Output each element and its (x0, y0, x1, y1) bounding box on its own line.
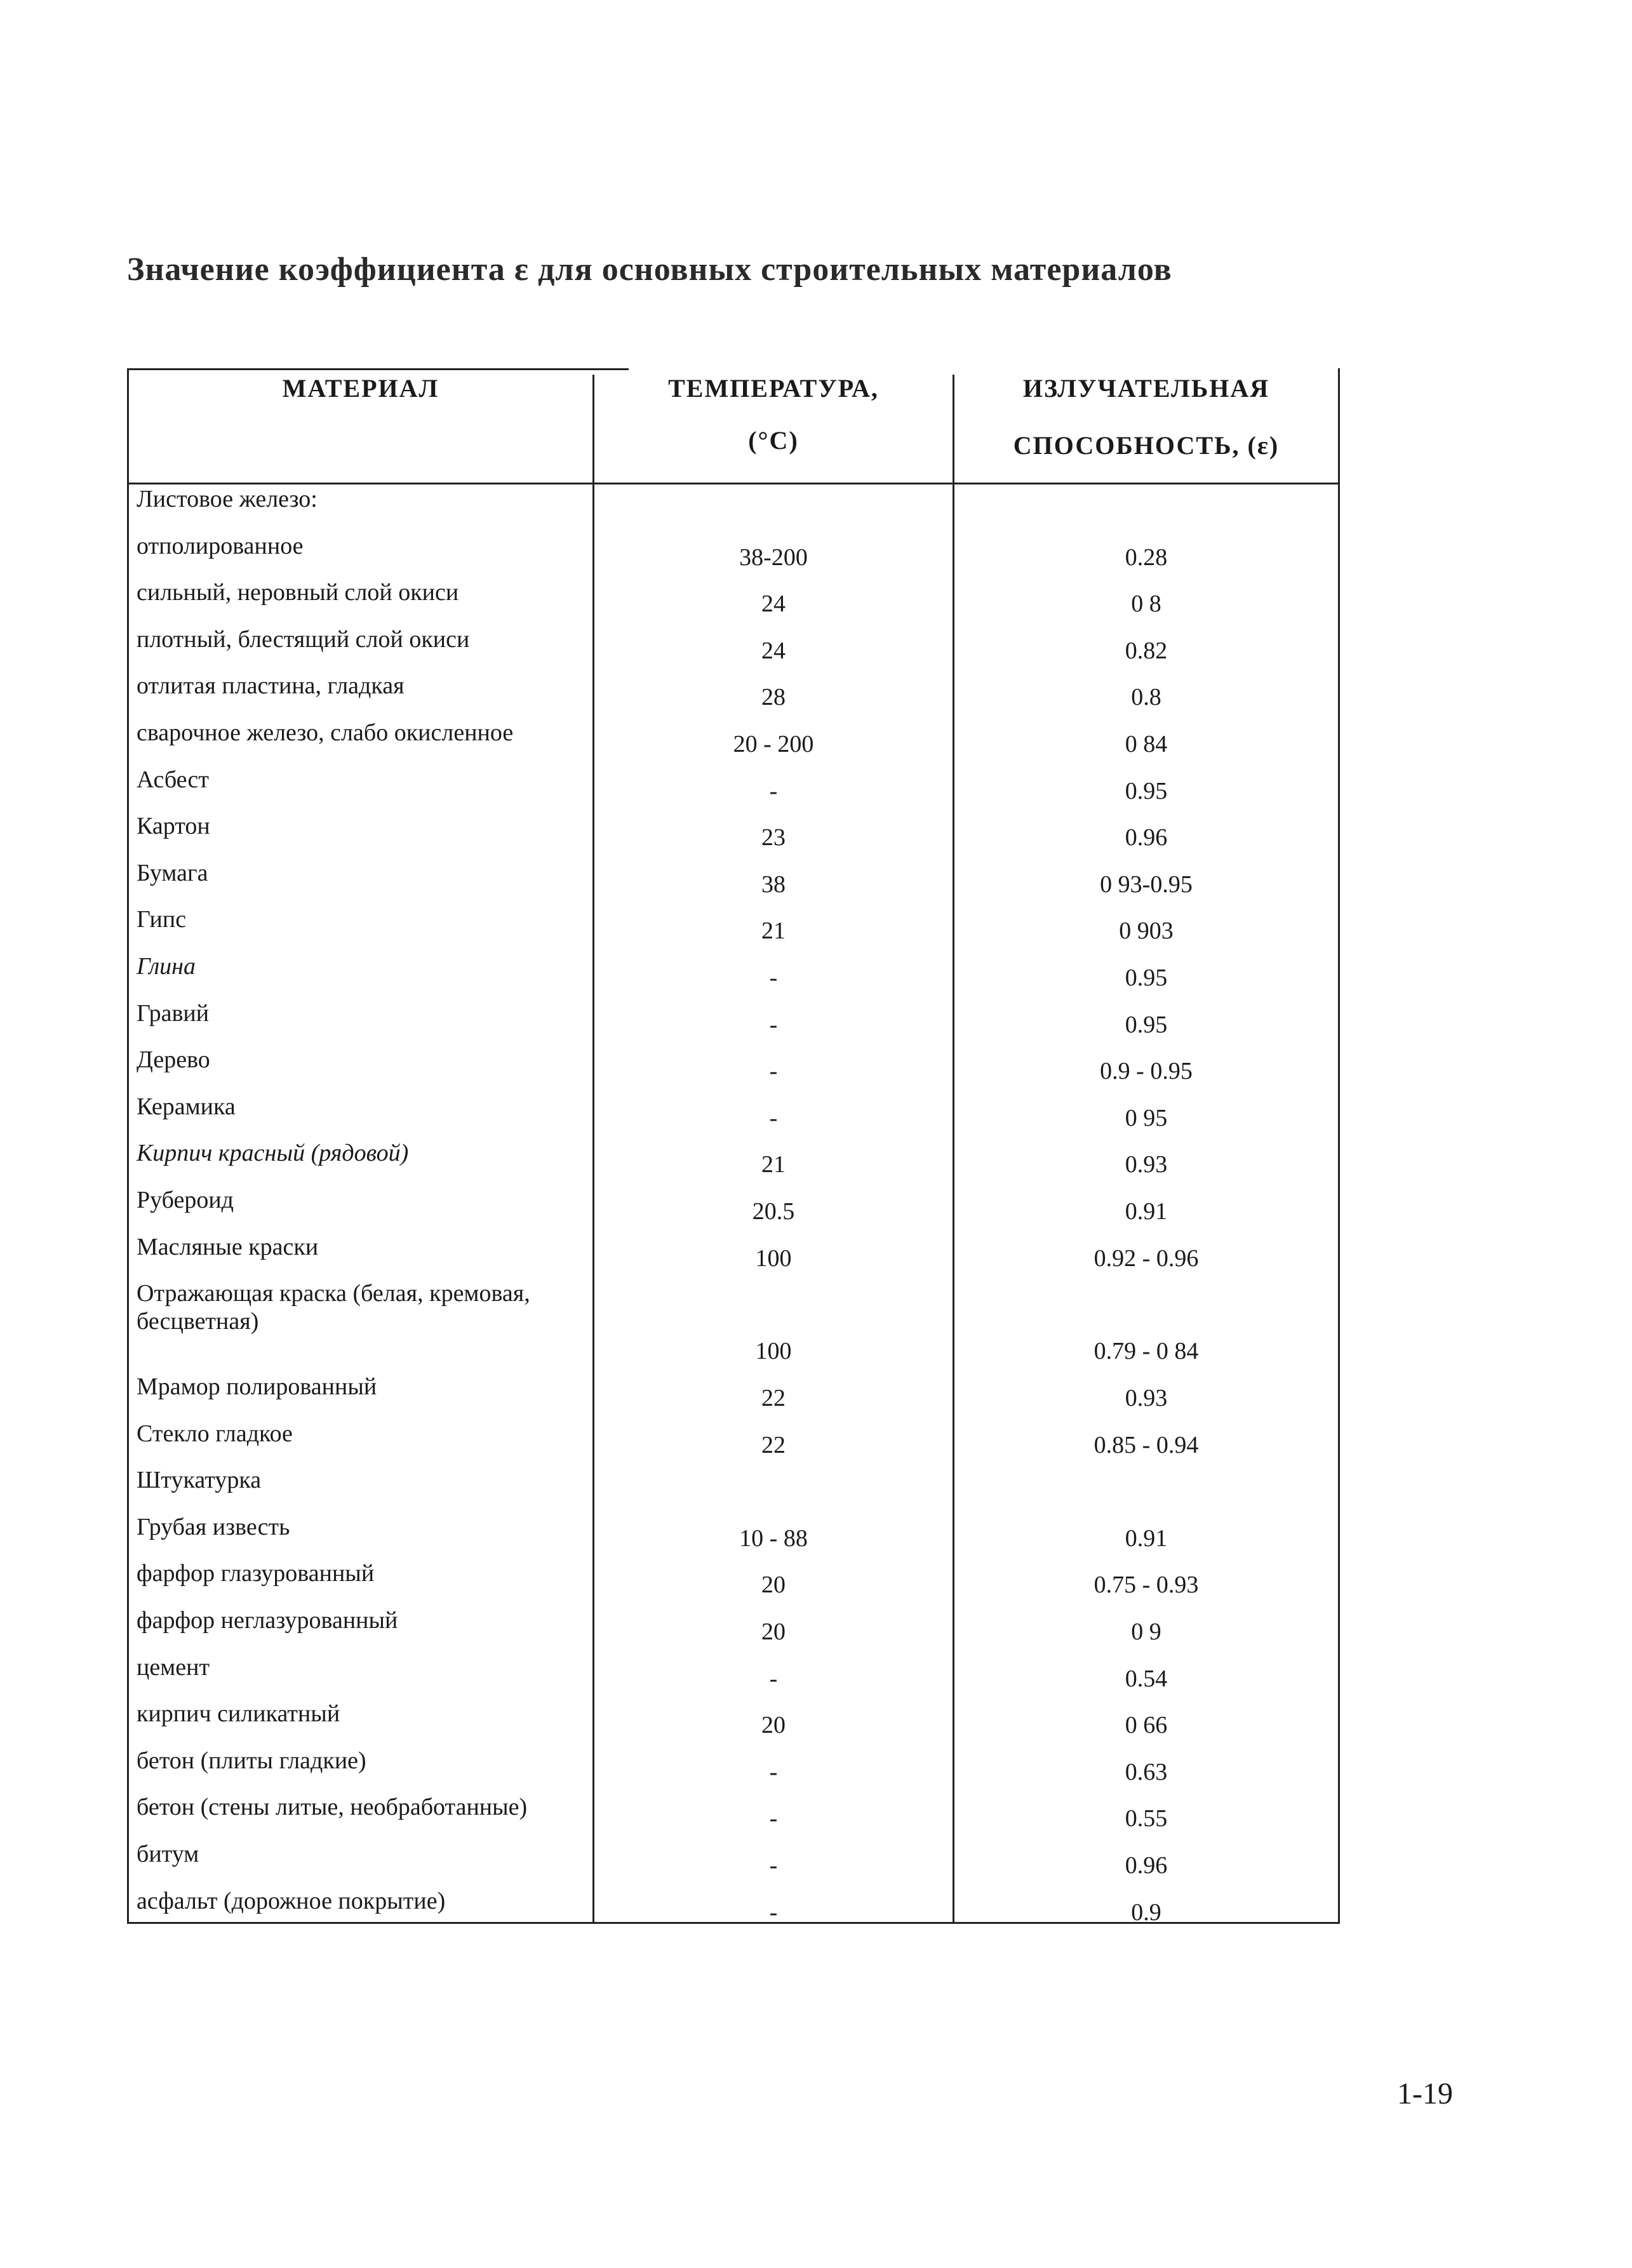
emissivity-cell: 0.8 (1131, 684, 1161, 711)
table-row (129, 669, 1338, 716)
material-cell: Дерево (137, 1046, 210, 1074)
table-row (129, 1043, 1338, 1090)
table-row (129, 1884, 1338, 1931)
table-row (129, 903, 1338, 950)
emissivity-cell: 0 84 (1125, 730, 1168, 757)
table-row (129, 810, 1338, 857)
temperature-cell: - (769, 1898, 778, 1926)
emissivity-cell: 0 8 (1131, 590, 1161, 618)
material-cell: Грубая известь (137, 1513, 290, 1540)
emissivity-cell: 0.75 - 0.93 (1094, 1571, 1199, 1599)
material-cell: Стекло гладкое (137, 1420, 293, 1447)
temperature-cell: - (769, 1758, 778, 1785)
temperature-cell: 21 (761, 1151, 786, 1178)
table-row (129, 1557, 1338, 1604)
emissivity-cell: 0.85 - 0.94 (1094, 1431, 1199, 1458)
temperature-cell: 22 (761, 1385, 786, 1412)
table-row (129, 1090, 1338, 1137)
table-row (129, 1277, 1338, 1370)
material-cell: кирпич силикатный (137, 1700, 340, 1728)
material-cell: отлитая пластина, гладкая (137, 672, 405, 700)
temperature-cell: 28 (761, 684, 786, 711)
temperature-cell: - (769, 1104, 778, 1131)
material-cell: битум (137, 1841, 199, 1868)
table-row (129, 1604, 1338, 1651)
temperature-cell: 20 (761, 1618, 786, 1646)
material-cell: Асбест (137, 766, 209, 793)
emissivity-cell: 0.96 (1125, 824, 1168, 851)
temperature-cell: - (769, 964, 778, 991)
temperature-cell: - (769, 1852, 778, 1879)
material-cell: Глина (137, 952, 196, 980)
material-cell: бетон (плиты гладкие) (137, 1747, 366, 1774)
header-emissivity-sub: СПОСОБНОСТЬ, (ε) (1013, 431, 1280, 460)
table-row (129, 1838, 1338, 1884)
header-emissivity: ИЗЛУЧАТЕЛЬНАЯ (1022, 374, 1270, 403)
material-cell: Гравий (137, 999, 210, 1027)
material-cell: фарфор глазурованный (137, 1560, 375, 1587)
temperature-cell: 22 (761, 1431, 786, 1458)
emissivity-cell: 0.95 (1125, 1011, 1168, 1038)
temperature-cell: 20 - 200 (733, 730, 814, 757)
material-cell: Масляные краски (137, 1233, 319, 1260)
temperature-cell: 20 (761, 1571, 786, 1599)
temperature-cell: - (769, 1011, 778, 1038)
emissivity-cell: 0.93 (1125, 1151, 1168, 1178)
material-cell: Листовое железо: (137, 486, 318, 512)
table-row (129, 623, 1338, 670)
temperature-cell: 10 - 88 (739, 1524, 808, 1552)
material-cell: отполированное (137, 532, 304, 559)
material-cell: Картон (137, 813, 210, 840)
emissivity-cell: 0.92 - 0.96 (1094, 1244, 1199, 1272)
temperature-cell: 100 (755, 1338, 792, 1365)
material-cell: бетон (стены литые, необработанные) (137, 1794, 528, 1821)
temperature-cell: 20 (761, 1712, 786, 1739)
emissivity-cell: 0.96 (1125, 1852, 1168, 1879)
table-row (129, 1184, 1338, 1231)
material-cell: асфальт (дорожное покрытие) (137, 1887, 446, 1914)
material-cell: фарфор неглазурованный (137, 1607, 398, 1634)
table-row (129, 1464, 1338, 1511)
temperature-cell: 100 (755, 1244, 792, 1272)
material-cell: Отражающая краска (белая, кремовая, бесцветная) (137, 1280, 530, 1335)
material-cell: Бумага (137, 859, 208, 886)
header-material: МАТЕРИАЛ (282, 374, 439, 403)
emissivity-cell: 0 66 (1125, 1712, 1168, 1739)
temperature-cell: - (769, 777, 778, 804)
table-row (129, 1651, 1338, 1698)
temperature-cell: - (769, 1058, 778, 1085)
emissivity-cell: 0.63 (1125, 1758, 1168, 1785)
table-row (129, 576, 1338, 623)
emissivity-cell: 0.95 (1125, 777, 1168, 804)
emissivity-cell: 0.93 (1125, 1385, 1168, 1412)
header-temperature-unit: (°С) (748, 426, 799, 455)
emissivity-cell: 0.91 (1125, 1197, 1168, 1225)
material-cell: Кирпич красный (рядовой) (137, 1140, 409, 1167)
emissivity-cell: 0.95 (1125, 964, 1168, 991)
temperature-cell: - (769, 1805, 778, 1832)
material-cell: сильный, неровный слой окиси (137, 579, 459, 606)
emissivity-cell: 0 95 (1125, 1104, 1168, 1131)
material-cell: Штукатурка (137, 1467, 262, 1494)
table-row (129, 530, 1338, 577)
table-row (129, 483, 1338, 530)
page-title: Значение коэффициента ε для основных строительных материалов (127, 251, 1172, 288)
temperature-cell: 38-200 (739, 544, 808, 571)
emissivity-cell: 0.28 (1125, 544, 1168, 571)
temperature-cell: 23 (761, 824, 786, 851)
material-cell: цемент (137, 1653, 210, 1681)
emissivity-cell: 0.82 (1125, 637, 1168, 664)
material-cell: Керамика (137, 1093, 236, 1120)
table-row (129, 1231, 1338, 1277)
header-temperature: ТЕМПЕРАТУРА, (668, 374, 879, 403)
emissivity-cell: 0 9 (1131, 1618, 1161, 1646)
emissivity-cell: 0.91 (1125, 1524, 1168, 1552)
emissivity-cell: 0 903 (1119, 917, 1174, 945)
material-cell: Мрамор полированный (137, 1373, 377, 1401)
temperature-cell: 21 (761, 917, 786, 945)
temperature-cell: 38 (761, 871, 786, 898)
table-row (129, 1744, 1338, 1791)
table-row (129, 1137, 1338, 1184)
temperature-cell: 20.5 (752, 1197, 795, 1225)
table-row (129, 716, 1338, 763)
temperature-cell: 24 (761, 637, 786, 664)
material-cell: плотный, блестящий слой окиси (137, 625, 470, 653)
temperature-cell: 24 (761, 590, 786, 618)
temperature-cell: - (769, 1665, 778, 1692)
emissivity-cell: 0.9 - 0.95 (1100, 1058, 1193, 1085)
table-body (129, 483, 1338, 1931)
table-row (129, 763, 1338, 810)
emissivity-cell: 0.55 (1125, 1805, 1168, 1832)
material-cell: Гипс (137, 906, 187, 933)
page-number: 1-19 (1397, 2077, 1453, 2111)
table-row (129, 857, 1338, 904)
table-row (129, 997, 1338, 1044)
table-row (129, 1417, 1338, 1464)
emissivity-cell: 0 93-0.95 (1100, 871, 1193, 898)
table-row (129, 1791, 1338, 1838)
emissivity-cell: 0.9 (1131, 1898, 1161, 1926)
table-row (129, 1370, 1338, 1417)
table-row (129, 1697, 1338, 1744)
material-cell: Рубероид (137, 1186, 234, 1213)
emissivity-cell: 0.54 (1125, 1665, 1168, 1692)
table-row (129, 1511, 1338, 1558)
table-row (129, 950, 1338, 997)
emissivity-cell: 0.79 - 0 84 (1094, 1338, 1199, 1365)
material-cell: сварочное железо, слабо окисленное (137, 719, 514, 746)
